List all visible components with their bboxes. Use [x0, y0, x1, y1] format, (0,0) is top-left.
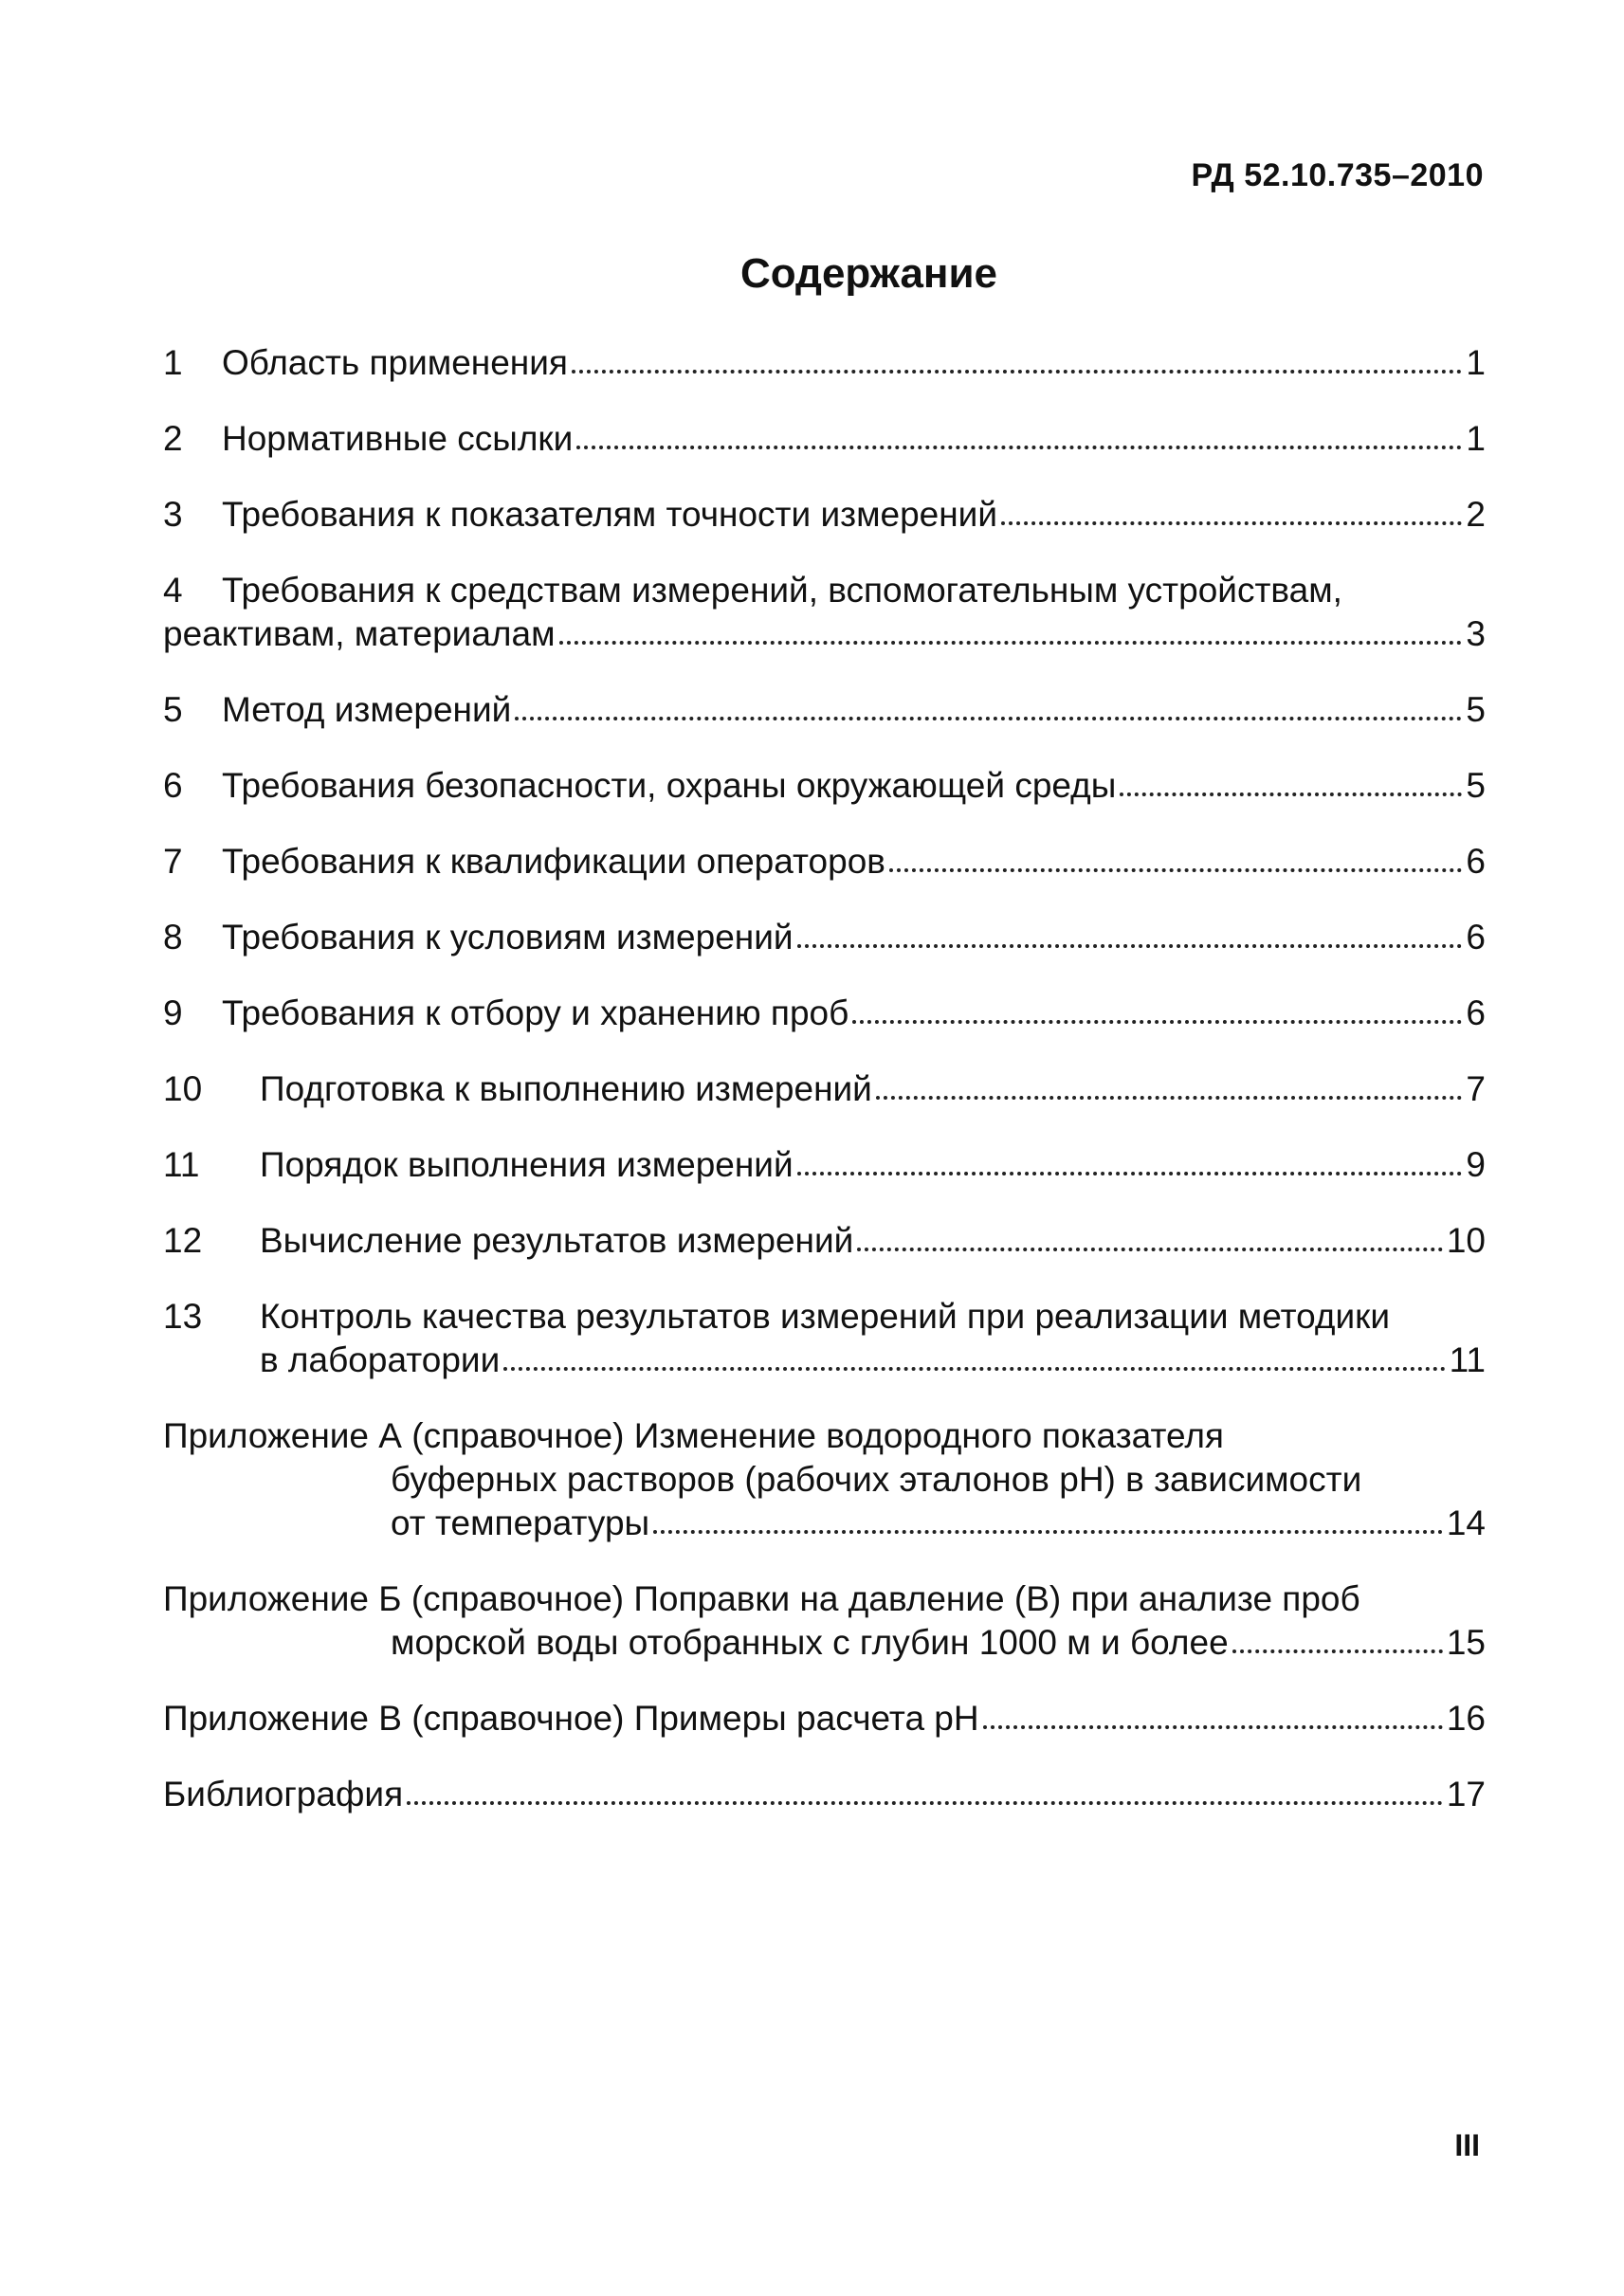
dot-leader: [797, 1149, 1463, 1187]
toc-entry-11[interactable]: [163, 1143, 1486, 1187]
dot-leader: [576, 423, 1462, 461]
dot-leader: [876, 1073, 1463, 1111]
toc-entry-title: Приложение В (справочное) Примеры расчета pH: [163, 1699, 979, 1738]
toc-entry-9[interactable]: [163, 992, 1486, 1035]
toc-entry-page: 6: [1466, 993, 1486, 1032]
toc-entry-1[interactable]: [163, 341, 1486, 385]
document-code: РД 52.10.735–2010: [1191, 157, 1484, 193]
dot-leader: [857, 1225, 1443, 1263]
dot-leader: [515, 694, 1462, 732]
toc-appendix-a[interactable]: [163, 1414, 1486, 1545]
toc-entry-12[interactable]: [163, 1219, 1486, 1263]
toc-entry-title-line-2: морской воды отобранных с глубин 1000 м и более: [391, 1623, 1229, 1662]
toc-entry-title: Область применения: [222, 343, 568, 382]
toc-entry-title: Требования безопасности, охраны окружающей среды: [222, 766, 1117, 805]
toc-entry-title-line-2: в лаборатории: [260, 1340, 501, 1379]
toc-entry-page: 14: [1446, 1503, 1486, 1542]
toc-entry-title: Требования к квалификации операторов: [222, 842, 885, 881]
toc-entry-page: 15: [1446, 1623, 1486, 1662]
toc-entry-page: 3: [1466, 614, 1486, 653]
toc-entry-number: 1: [163, 343, 183, 382]
toc-appendix-v[interactable]: [163, 1697, 1486, 1740]
toc-entry-number: 2: [163, 419, 183, 458]
toc-entry-8[interactable]: [163, 916, 1486, 959]
toc-entry-page: 10: [1446, 1221, 1486, 1260]
toc-entry-title: Требования к условиям измерений: [222, 918, 794, 957]
dot-leader: [852, 997, 1462, 1035]
dot-leader: [653, 1507, 1443, 1545]
toc-entry-number: 13: [163, 1297, 203, 1336]
dot-leader: [503, 1344, 1445, 1382]
dot-leader: [797, 921, 1463, 959]
toc-entry-number: 12: [163, 1221, 203, 1260]
toc-entry-title: Подготовка к выполнению измерений: [260, 1069, 872, 1108]
dot-leader: [889, 846, 1462, 884]
toc-entry-number: 10: [163, 1069, 203, 1108]
dot-leader: [1120, 770, 1462, 808]
toc-entry-page: 1: [1466, 419, 1486, 458]
dot-leader: [572, 347, 1462, 385]
toc-entry-page: 5: [1466, 766, 1486, 805]
toc-entry-2[interactable]: [163, 417, 1486, 461]
toc-entry-title: Нормативные ссылки: [222, 419, 574, 458]
toc-entry-10[interactable]: [163, 1067, 1486, 1111]
table-of-contents: [163, 341, 1486, 1849]
toc-entry-page: 6: [1466, 842, 1486, 881]
toc-entry-5[interactable]: [163, 688, 1486, 732]
toc-entry-title-line-2: буферных растворов (рабочих эталонов pH) в зависимости: [391, 1460, 1362, 1499]
toc-entry-4[interactable]: [163, 569, 1486, 656]
toc-entry-number: 3: [163, 495, 183, 534]
toc-entry-page: 17: [1446, 1775, 1486, 1813]
toc-entry-page: 5: [1466, 690, 1486, 729]
toc-entry-title: Библиография: [163, 1775, 404, 1813]
toc-entry-page: 11: [1449, 1340, 1486, 1379]
dot-leader: [1001, 499, 1462, 537]
toc-entry-page: 16: [1446, 1699, 1486, 1738]
toc-entry-title: Вычисление результатов измерений: [260, 1221, 854, 1260]
toc-entry-6[interactable]: [163, 764, 1486, 808]
toc-entry-title: Порядок выполнения измерений: [260, 1145, 794, 1184]
toc-appendix-b[interactable]: [163, 1577, 1486, 1665]
toc-entry-page: 9: [1466, 1145, 1486, 1184]
toc-entry-title: Метод измерений: [222, 690, 512, 729]
toc-entry-page: 1: [1466, 343, 1486, 382]
toc-entry-number: 5: [163, 690, 183, 729]
page-title: Содержание: [739, 250, 998, 297]
toc-entry-page: 7: [1466, 1069, 1486, 1108]
toc-entry-number: 6: [163, 766, 183, 805]
toc-entry-title-line-1: Требования к средствам измерений, вспомогательным устройствам,: [222, 571, 1342, 610]
toc-bibliography[interactable]: [163, 1773, 1486, 1816]
toc-entry-7[interactable]: [163, 840, 1486, 884]
dot-leader: [983, 1703, 1443, 1740]
toc-entry-number: 9: [163, 993, 183, 1032]
toc-entry-title: Требования к показателям точности измерений: [222, 495, 998, 534]
toc-entry-title-line-1: Контроль качества результатов измерений при реализации методики: [260, 1297, 1391, 1336]
toc-entry-page: 6: [1466, 918, 1486, 957]
page-number: III: [1454, 2128, 1480, 2162]
toc-entry-title: Требования к отбору и хранению проб: [222, 993, 849, 1032]
toc-entry-3[interactable]: [163, 493, 1486, 537]
toc-entry-page: 2: [1466, 495, 1486, 534]
dot-leader: [559, 618, 1463, 656]
toc-entry-title-line-1: Приложение А (справочное) Изменение водородного показателя: [163, 1416, 1224, 1455]
toc-entry-13[interactable]: [163, 1295, 1486, 1382]
toc-entry-number: 8: [163, 918, 183, 957]
toc-entry-number: 4: [163, 571, 183, 610]
toc-entry-title-line-2: реактивам, материалам: [163, 614, 556, 653]
toc-entry-number: 11: [163, 1145, 200, 1184]
toc-entry-number: 7: [163, 842, 183, 881]
dot-leader: [1232, 1627, 1443, 1665]
toc-entry-title-line-1: Приложение Б (справочное) Поправки на давление (В) при анализе проб: [163, 1579, 1360, 1618]
toc-entry-title-line-3: от температуры: [391, 1503, 650, 1542]
dot-leader: [407, 1778, 1443, 1816]
